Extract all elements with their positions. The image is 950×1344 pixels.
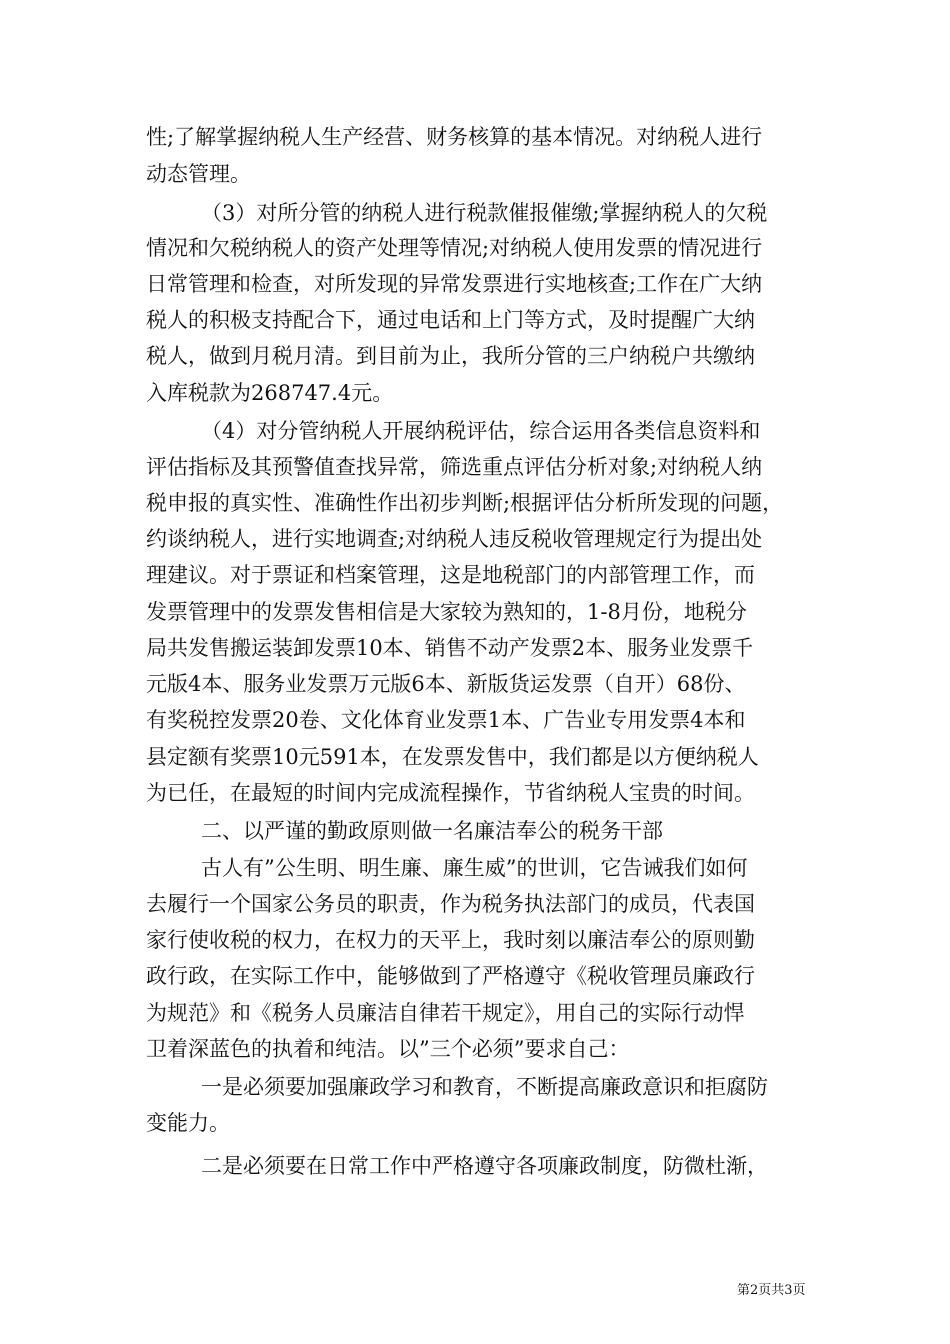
text-line: 一是必须要加强廉政学习和教育，不断提高廉政意识和拒腐防 (201, 1075, 768, 1099)
text-line: 入库税款为268747.4元。 (146, 381, 394, 405)
text-line: 变能力。 (146, 1111, 230, 1135)
page-number: 第2页共3页 (737, 1283, 806, 1298)
text-line: 政行政，在实际工作中，能够做到了严格遵守《税收管理员廉政行 (146, 964, 755, 988)
text-line: 理建议。对于票证和档案管理，这是地税部门的内部管理工作，而 (146, 563, 755, 587)
text-line: 动态管理。 (146, 162, 251, 186)
text-line: （4）对分管纳税人开展纳税评估，综合运用各类信息资料和 (201, 419, 761, 443)
text-line: 评估指标及其预警值查找异常，筛选重点评估分析对象;对纳税人纳 (146, 455, 763, 479)
text-line: 县定额有奖票10元591本，在发票发售中，我们都是以方便纳税人 (146, 745, 759, 769)
text-line: 卫着深蓝色的执着和纯洁。以”三个必须”要求自己： (146, 1037, 630, 1061)
text-line: 日常管理和检查，对所发现的异常发票进行实地核查;工作在广大纳 (146, 272, 763, 296)
text-line: 为规范》和《税务人员廉洁自律若干规定》，用自己的实际行动悍 (146, 1001, 745, 1025)
text-line: 古人有”公生明、明生廉、廉生威”的世训，它告诫我们如何 (201, 856, 748, 880)
text-line: 约谈纳税人，进行实地调查;对纳税人违反税收管理规定行为提出处 (146, 527, 763, 551)
text-line: （3）对所分管的纳税人进行税款催报催缴;掌握纳税人的欠税 (201, 201, 768, 225)
text-line: 税申报的真实性、准确性作出初步判断;根据评估分析所发现的问题， (146, 491, 784, 515)
text-line: 发票管理中的发票发售相信是大家较为熟知的，1-8月份，地税分 (146, 600, 747, 624)
text-line: 税人的积极支持配合下，通过电话和上门等方式，及时提醒广大纳 (146, 308, 755, 332)
text-line: 局共发售搬运装卸发票10本、销售不动产发票2本、服务业发票千 (146, 636, 754, 660)
text-line: 家行使收税的权力，在权力的天平上，我时刻以廉洁奉公的原则勤 (146, 928, 755, 952)
text-line: 有奖税控发票20卷、文化体育业发票1本、广告业专用发票4本和 (146, 708, 746, 732)
text-line: 元版4本、服务业发票万元版6本、新版货运发票（自开）68份、 (146, 672, 746, 696)
text-line: 情况和欠税纳税人的资产处理等情况;对纳税人使用发票的情况进行 (146, 236, 763, 260)
text-line: 二是必须要在日常工作中严格遵守各项廉政制度，防微杜渐， (201, 1154, 768, 1178)
section-heading: 二、以严谨的勤政原则做一名廉洁奉公的税务干部 (201, 819, 663, 843)
text-line: 为已任，在最短的时间内完成流程操作，节省纳税人宝贵的时间。 (146, 781, 755, 805)
text-line: 去履行一个国家公务员的职责，作为税务执法部门的成员，代表国 (146, 892, 755, 916)
text-line: 税人，做到月税月清。到目前为止，我所分管的三户纳税户共缴纳 (146, 344, 755, 368)
text-line: 性;了解掌握纳税人生产经营、财务核算的基本情况。对纳税人进行 (146, 125, 763, 149)
